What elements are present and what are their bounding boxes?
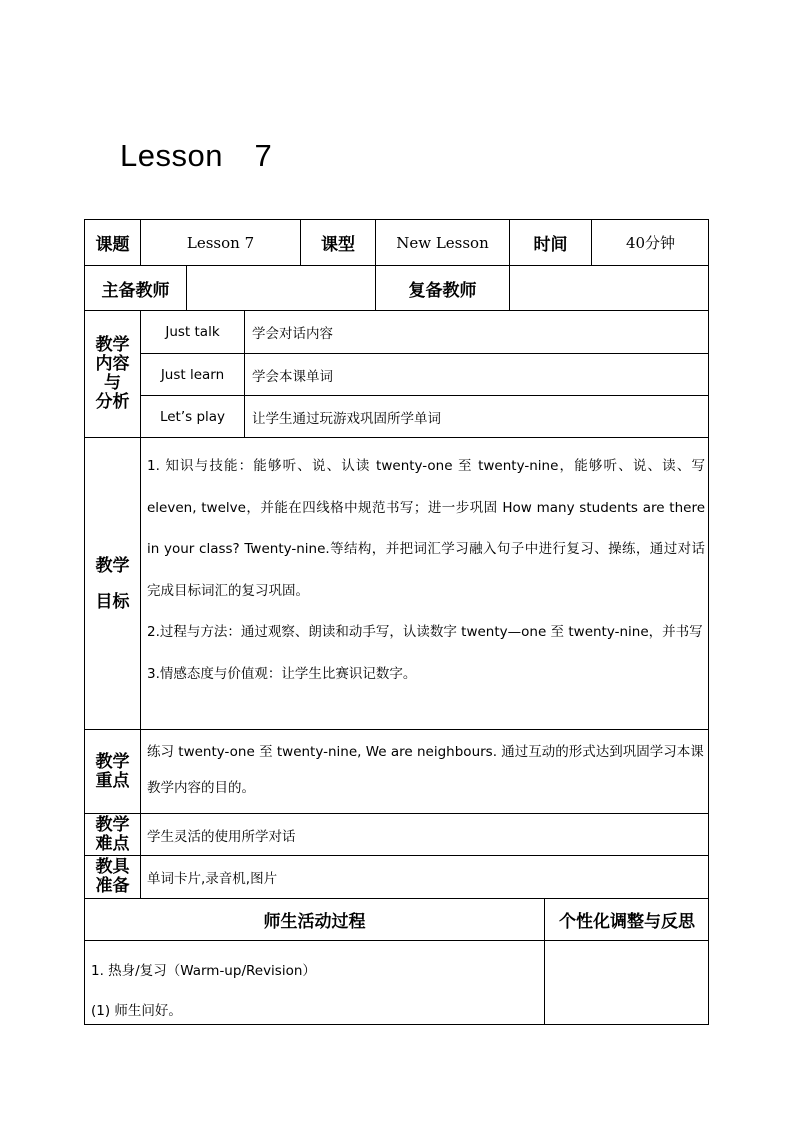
goals-text	[141, 438, 709, 730]
content-item-desc: 学会本课单词	[245, 354, 709, 396]
content-item-name: Just learn	[141, 354, 245, 396]
content-item-name: Let’s play	[141, 396, 245, 438]
key-label-line-1: 教学	[95, 751, 130, 772]
page-title: Lesson 7	[120, 138, 273, 173]
goals-label-line-2: 目标	[95, 591, 130, 612]
key-points-label	[85, 730, 141, 814]
main-teacher-value	[187, 266, 376, 311]
reflection-header: 个性化调整与反思	[545, 899, 709, 941]
time-value: 40分钟	[592, 220, 709, 266]
goal-process: 2.过程与方法：通过观察、朗读和动手写，认读数字 twenty—one 至 twenty-nine，并书写	[147, 624, 703, 640]
time-label: 时间	[510, 220, 592, 266]
key-points-text: 练习 twenty-one 至 twenty-nine, We are neighbours. 通过互动的形式达到巩固学习本课教学内容的目的。	[141, 730, 709, 814]
tools-label-line-1: 教具	[95, 857, 130, 877]
topic-label: 课题	[85, 220, 141, 266]
content-label-line-2: 内容	[95, 354, 130, 374]
content-item-desc: 让学生通过玩游戏巩固所学单词	[245, 396, 709, 438]
content-label-line-4: 分析	[95, 392, 130, 412]
type-label: 课型	[301, 220, 376, 266]
diff-label-line-2: 难点	[95, 833, 130, 854]
goals-label	[85, 438, 141, 730]
difficulties-label	[85, 814, 141, 856]
content-analysis-label	[85, 311, 141, 438]
topic-value: Lesson 7	[141, 220, 301, 266]
content-label-line-1: 教学	[95, 335, 130, 355]
difficulties-text: 学生灵活的使用所学对话	[141, 814, 709, 856]
process-step-greeting: (1) 师生问好。	[91, 1003, 182, 1019]
process-body	[85, 941, 545, 1025]
content-item-name: Just talk	[141, 311, 245, 354]
goals-label-line-1: 教学	[95, 555, 130, 576]
type-value: New Lesson	[376, 220, 510, 266]
second-teacher-label: 复备教师	[376, 266, 510, 311]
goal-knowledge: 1. 知识与技能：能够听、说、认读 twenty-one 至 twenty-nine，能够听、说、读、写 eleven, twelve，并能在四线格中规范书写；进一步巩固 How many students are there in your class? Twenty-nine.等结构，并把词汇学习融入句子中进行复习、操练，通过对话完成目标词汇的复习巩固。	[147, 458, 705, 599]
second-teacher-value	[510, 266, 709, 311]
tools-text: 单词卡片,录音机,图片	[141, 856, 709, 899]
process-header: 师生活动过程	[85, 899, 545, 941]
goal-attitude: 3.情感态度与价值观：让学生比赛识记数字。	[147, 665, 417, 682]
content-label-line-3: 与	[104, 373, 121, 393]
lesson-plan-table	[84, 219, 709, 1025]
key-label-line-2: 重点	[95, 770, 130, 791]
tools-label-line-2: 准备	[95, 876, 130, 896]
diff-label-line-1: 教学	[95, 814, 130, 835]
main-teacher-label: 主备教师	[85, 266, 187, 311]
reflection-body	[545, 941, 709, 1025]
process-step-warmup: 1. 热身/复习（Warm-up/Revision）	[91, 963, 316, 979]
tools-label	[85, 856, 141, 899]
content-item-desc: 学会对话内容	[245, 311, 709, 354]
